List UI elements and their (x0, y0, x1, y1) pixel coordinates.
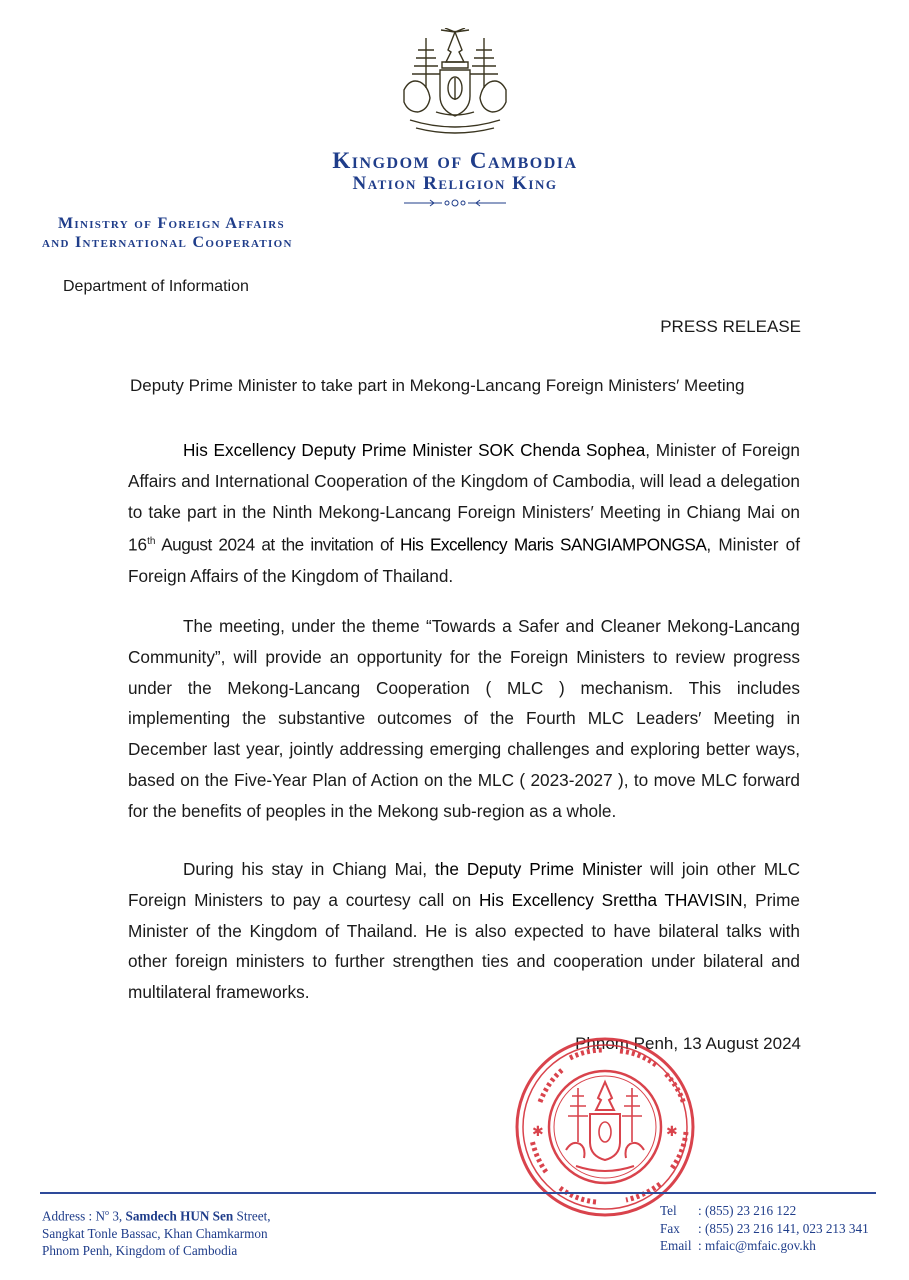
body-paragraph-3 (128, 854, 800, 1008)
svg-text:✱: ✱ (532, 1124, 544, 1140)
tel-number: : (855) 23 216 122 (698, 1203, 797, 1218)
address-line-3: Phnom Penh, Kingdom of Cambodia (42, 1243, 238, 1259)
person-name: His Excellency Maris SANGIAMPONGSA (399, 535, 707, 556)
person-name: His Excellency Deputy Prime Minister SOK Chenda Sophea (183, 440, 646, 460)
body-paragraph-1 (128, 435, 800, 592)
street-name: Samdech HUN Sen (125, 1208, 234, 1224)
body-paragraph-2 (128, 611, 800, 827)
address-label: Address : N (42, 1208, 106, 1224)
paragraph-text: , Prime Minister of the Kingdom of Thailand. He is also expected to have bilateral talks with other foreign ministers to further strengthen ties and cooperation under bilateral and multilateral frameworks. (128, 889, 800, 1003)
paragraph-text: During his stay in Chiang Mai, (183, 859, 436, 879)
paragraph-text: The meeting, under the theme “Towards a Safer and Cleaner Mekong-Lancang Community”, will provide an opportunity for the Foreign Ministers to review progress under the Mekong-Lancang Cooperation ( MLC ) mechanism. This includes implementing the substantive outcomes of the Fourth MLC Leaders′ Meeting in December last year, jointly addressing emerging challenges and exploring better ways, based on the Five-Year Plan of Action on the MLC ( 2023-2027 ), to move MLC forward for the benefits of peoples in the Mekong sub-region as a whole. (128, 616, 800, 821)
paragraph-text: August 2024 at the invitation of (155, 535, 400, 556)
fax-line (660, 1220, 869, 1238)
tel-label: Tel (660, 1203, 677, 1218)
person-name: His Excellency Srettha THAVISIN (479, 889, 743, 910)
telephone-line (660, 1202, 869, 1220)
place-and-date: Phnom Penh, 13 August 2024 (575, 1034, 801, 1053)
fax-label: Fax (660, 1220, 680, 1236)
ornament-divider (404, 194, 506, 212)
ministry-name-line2: and International Cooperation (42, 234, 293, 251)
svg-text:✱: ✱ (666, 1124, 678, 1140)
email-line (660, 1237, 869, 1255)
document-type: PRESS RELEASE (660, 317, 801, 336)
footer-contacts (660, 1202, 869, 1255)
person-title: the Deputy Prime Minister (435, 859, 643, 879)
footer-divider (40, 1192, 876, 1194)
kingdom-title: Kingdom of Cambodia (332, 148, 578, 173)
fax-number: : (855) 23 216 141, 023 213 341 (698, 1220, 869, 1236)
street-suffix: Street, (233, 1208, 271, 1224)
ordinal-suffix: th (147, 536, 156, 548)
email-label: Email (660, 1238, 692, 1253)
paragraph-text: , Minister of Foreign Affairs and International Cooperation of the Kingdom of Cambodia, will lead a delegation to take part in the Ninth Mekong-Lancang Foreign Ministers′ Meeting in Chiang Mai on 16 (128, 440, 800, 556)
coat-of-arms-emblem (396, 28, 514, 138)
street-number: 3, (109, 1208, 126, 1224)
national-motto: Nation Religion King (352, 173, 558, 194)
ministry-name-line1: Ministry of Foreign Affairs (58, 215, 285, 232)
address-line-1 (42, 1204, 271, 1225)
footer-address (42, 1204, 271, 1260)
paragraph-text: , Minister of Foreign Affairs of the Kingdom of Thailand. (128, 535, 801, 586)
email-address[interactable]: : mfaic@mfaic.gov.kh (698, 1238, 816, 1253)
department-name: Department of Information (63, 278, 249, 295)
press-release-headline: Deputy Prime Minister to take part in Mekong-Lancang Foreign Ministers′ Meeting (130, 376, 745, 395)
paragraph-text: will join other MLC Foreign Ministers to pay a courtesy call on (128, 859, 801, 910)
address-line-2: Sangkat Tonle Bassac, Khan Chamkarmon (42, 1225, 268, 1241)
number-sign-superscript: o (105, 1208, 110, 1217)
